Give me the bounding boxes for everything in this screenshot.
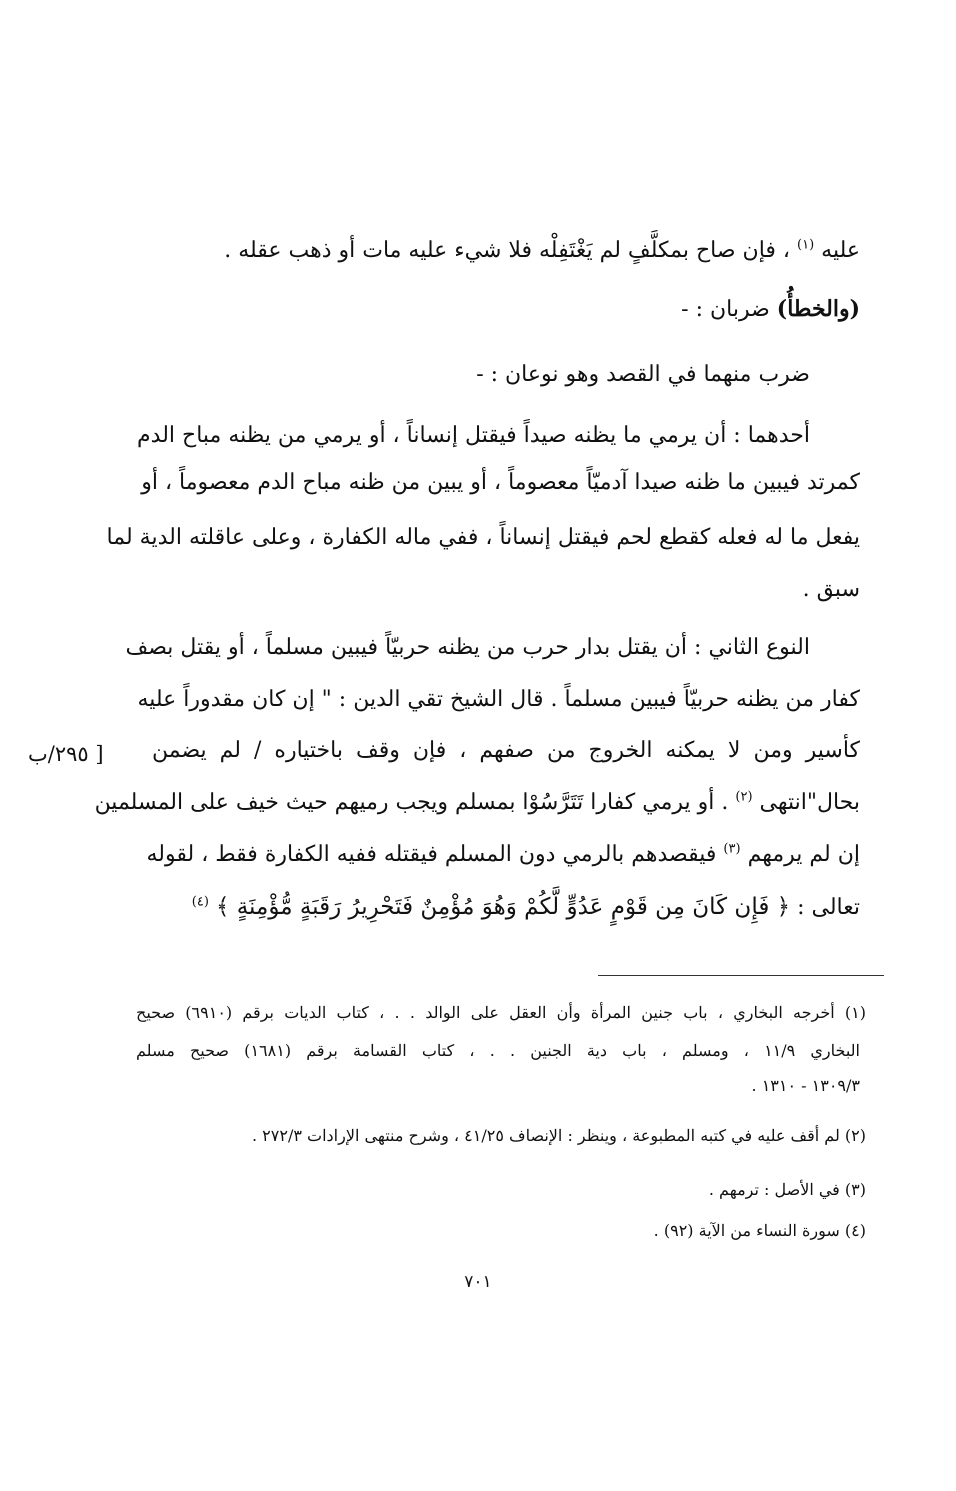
body-line-5: كمرتد فيبين ما ظنه صيدا آدميّاً معصوماً ، أو يبين من ظنه مباح الدم معصوماً ، أو <box>141 470 860 495</box>
footnote-ref-3[interactable]: (٣) <box>723 841 741 857</box>
text-segment: ، فإن صاح بمكلَّفٍ لم يَغْتَفِلْه فلا شيء عليه مات أو ذهب عقله . <box>224 238 791 263</box>
text-segment: ضربان : - <box>681 297 770 322</box>
text-segment: . أو يرمي كفارا تَتَرَّسُوْا بمسلم ويجب رميهم حيث خيف على المسلمين <box>94 790 729 815</box>
text-segment: عليه <box>821 238 860 263</box>
text-segment: بحال"انتهى <box>759 790 860 815</box>
body-line-2 <box>681 294 860 325</box>
body-line-1 <box>224 236 860 266</box>
body-line-4: أحدهما : أن يرمي ما يظنه صيداً فيقتل إنساناً ، أو يرمي من يظنه مباح الدم <box>137 423 810 448</box>
body-line-3: ضرب منهما في القصد وهو نوعان : - <box>476 362 810 387</box>
body-line-12 <box>146 840 860 870</box>
body-line-10: كأسير ومن لا يمكنه الخروج من صفهم ، فإن وقف باختياره / لم يضمن <box>152 738 860 763</box>
body-line-9: كفار من يظنه حربيّاً فيبين مسلماً . قال الشيخ تقي الدين : " إن كان مقدوراً عليه <box>137 687 860 712</box>
footnote-1-line-2: البخاري ١١/٩ ، ومسلم ، باب دية الجنين . . ، كتاب القسامة برقم (١٦٨١) صحيح مسلم <box>136 1041 860 1060</box>
body-line-7: سبق . <box>802 577 860 602</box>
body-line-6: يفعل ما له فعله كقطع لحم فيقتل إنساناً ، ففي ماله الكفارة ، وعلى عاقلته الدية لما <box>106 525 860 550</box>
quran-verse: ﴿ فَإِن كَانَ مِن قَوْمٍ عَدُوٍّ لَّكُمْ وَهُوَ مُؤْمِنٌ فَتَحْرِيرُ رَقَبَةٍ مُّؤْمِنَةٍ ﴾ <box>215 894 791 920</box>
page-number: ٧٠١ <box>464 1272 492 1292</box>
text-segment: إن لم يرمهم <box>747 842 860 867</box>
margin-folio-note: [ ٢٩٥/ب <box>28 742 104 766</box>
text-segment: تعالى : <box>797 895 860 920</box>
footnote-ref-1[interactable]: (١) <box>797 237 815 253</box>
footnote-ref-2[interactable]: (٢) <box>735 789 753 805</box>
footnote-separator <box>598 975 884 976</box>
footnote-3: (٣) في الأصل : ترمهم . <box>708 1180 866 1199</box>
footnote-4: (٤) سورة النساء من الآية (٩٢) . <box>653 1221 866 1240</box>
term-heading: (والخطأُ) <box>776 296 860 322</box>
body-line-13 <box>192 892 860 923</box>
footnote-ref-4[interactable]: (٤) <box>191 894 209 910</box>
text-segment: فيقصدهم بالرمي دون المسلم فيقتله ففيه الكفارة فقط ، لقوله <box>146 842 717 867</box>
footnote-2: (٢) لم أقف عليه في كتبه المطبوعة ، وينظر : الإنصاف ٤١/٢٥ ، وشرح منتهى الإرادات ٢٧٢/٣ . <box>252 1126 866 1145</box>
footnote-1-line-3: ١٣٠٩/٣ - ١٣١٠ . <box>751 1076 860 1095</box>
footnote-1-line-1: (١) أخرجه البخاري ، باب جنين المرأة وأن العقل على الوالد . . ، كتاب الديات برقم (٦٩١٠) صحيح <box>136 1003 866 1022</box>
body-line-8: النوع الثاني : أن يقتل بدار حرب من يظنه حربيّاً فيبين مسلماً ، أو يقتل بصف <box>125 635 810 660</box>
body-line-11 <box>94 788 860 818</box>
